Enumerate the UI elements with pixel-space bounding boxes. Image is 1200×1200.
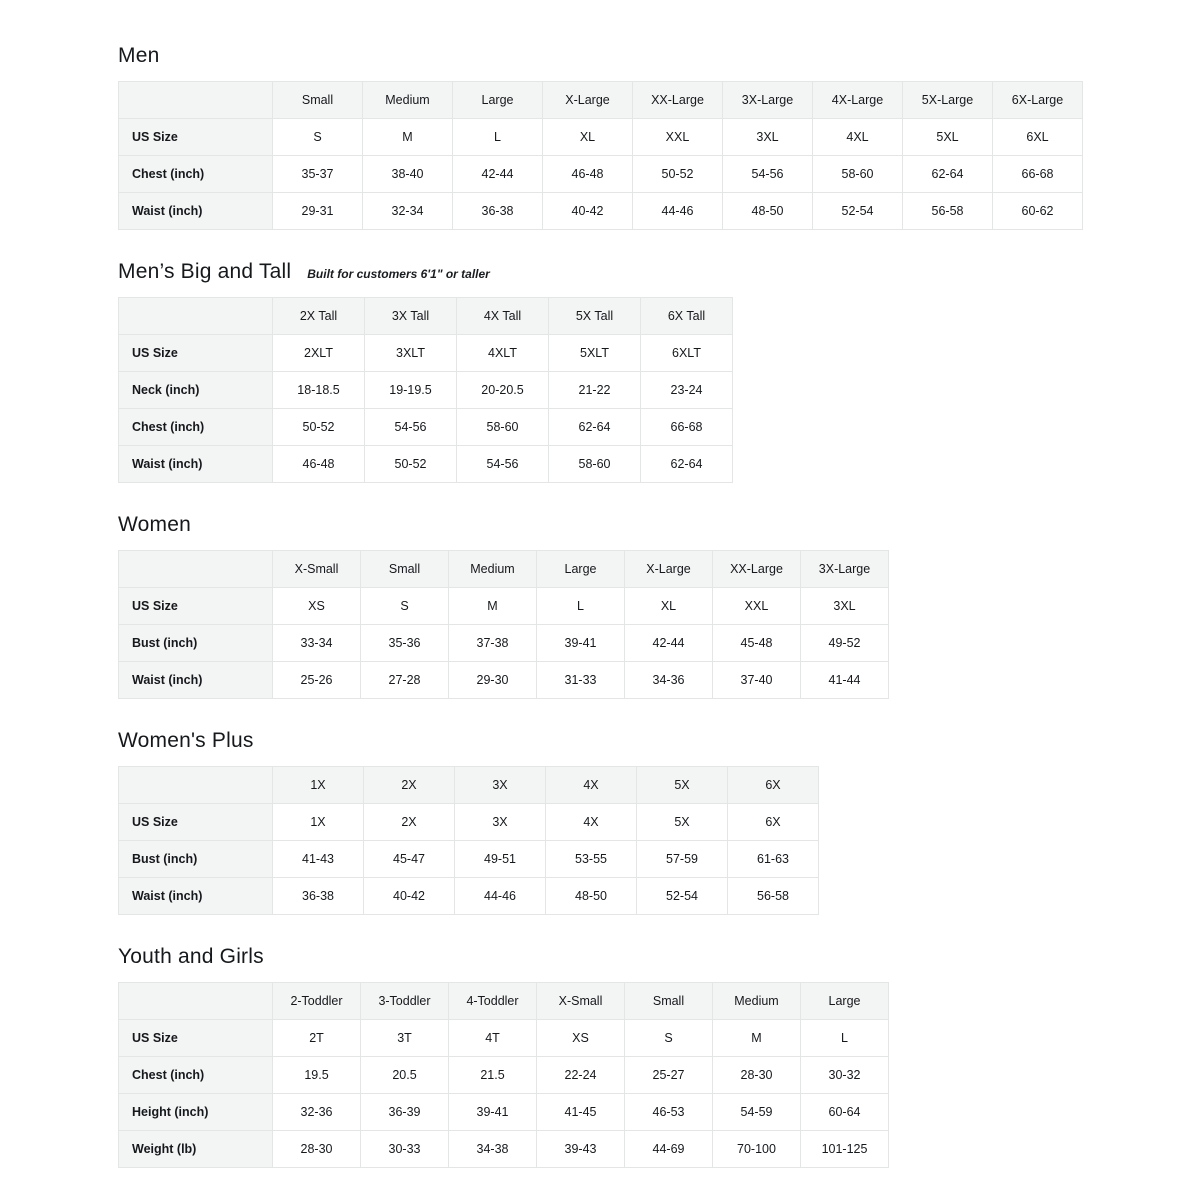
row-label: Neck (inch) xyxy=(119,372,273,409)
table-cell: 42-44 xyxy=(453,156,543,193)
column-header: 2-Toddler xyxy=(273,983,361,1020)
table-cell: 50-52 xyxy=(273,409,365,446)
table-cell: XS xyxy=(537,1020,625,1057)
table-cell: 36-39 xyxy=(361,1094,449,1131)
table-cell: 3T xyxy=(361,1020,449,1057)
table-cell: L xyxy=(453,119,543,156)
table-cell: 1X xyxy=(273,804,364,841)
table-cell: 62-64 xyxy=(903,156,993,193)
table-cell: 37-40 xyxy=(713,662,801,699)
table-cell: 27-28 xyxy=(361,662,449,699)
table-cell: 44-46 xyxy=(633,193,723,230)
row-label: US Size xyxy=(119,588,273,625)
column-header: Medium xyxy=(449,551,537,588)
table-cell: 46-53 xyxy=(625,1094,713,1131)
table-row xyxy=(119,156,1083,193)
size-chart-section xyxy=(118,260,1118,483)
table-cell: 48-50 xyxy=(723,193,813,230)
table-cell: 40-42 xyxy=(364,878,455,915)
row-label: Waist (inch) xyxy=(119,193,273,230)
section-title-row xyxy=(118,513,1118,537)
table-cell: 70-100 xyxy=(713,1131,801,1168)
table-cell: 48-50 xyxy=(546,878,637,915)
column-header: Small xyxy=(361,551,449,588)
table-cell: 28-30 xyxy=(273,1131,361,1168)
section-title: Men xyxy=(118,44,160,67)
table-cell: 34-36 xyxy=(625,662,713,699)
column-header: Medium xyxy=(363,82,453,119)
table-row xyxy=(119,588,889,625)
corner-cell xyxy=(119,767,273,804)
column-header: 3X xyxy=(455,767,546,804)
table-cell: 38-40 xyxy=(363,156,453,193)
table-cell: 41-44 xyxy=(801,662,889,699)
table-cell: M xyxy=(449,588,537,625)
table-cell: 19-19.5 xyxy=(365,372,457,409)
table-cell: XS xyxy=(273,588,361,625)
size-table xyxy=(118,550,889,699)
table-cell: 46-48 xyxy=(273,446,365,483)
corner-cell xyxy=(119,983,273,1020)
table-cell: XXL xyxy=(713,588,801,625)
row-label: Waist (inch) xyxy=(119,878,273,915)
size-chart-section xyxy=(118,513,1118,699)
size-chart-section xyxy=(118,729,1118,915)
corner-cell xyxy=(119,82,273,119)
section-title-row xyxy=(118,260,1118,284)
column-header: 6X xyxy=(728,767,819,804)
table-cell: 6XL xyxy=(993,119,1083,156)
table-cell: 3X xyxy=(455,804,546,841)
table-row xyxy=(119,1094,889,1131)
section-title-row xyxy=(118,729,1118,753)
table-cell: 30-32 xyxy=(801,1057,889,1094)
table-cell: 36-38 xyxy=(273,878,364,915)
table-cell: S xyxy=(273,119,363,156)
row-label: Waist (inch) xyxy=(119,662,273,699)
column-header: 6X Tall xyxy=(641,298,733,335)
table-cell: XL xyxy=(543,119,633,156)
table-cell: 20-20.5 xyxy=(457,372,549,409)
table-row xyxy=(119,409,733,446)
table-cell: 49-51 xyxy=(455,841,546,878)
table-row xyxy=(119,335,733,372)
row-label: Chest (inch) xyxy=(119,1057,273,1094)
table-cell: 5XLT xyxy=(549,335,641,372)
table-cell: 61-63 xyxy=(728,841,819,878)
table-cell: 2X xyxy=(364,804,455,841)
table-cell: 34-38 xyxy=(449,1131,537,1168)
size-table xyxy=(118,297,733,483)
column-header: XX-Large xyxy=(713,551,801,588)
table-cell: 41-43 xyxy=(273,841,364,878)
table-cell: 35-37 xyxy=(273,156,363,193)
column-header: 5X Tall xyxy=(549,298,641,335)
section-title-row xyxy=(118,945,1118,969)
table-cell: 32-36 xyxy=(273,1094,361,1131)
table-cell: 2T xyxy=(273,1020,361,1057)
column-header: 5X xyxy=(637,767,728,804)
size-chart-section xyxy=(118,945,1118,1168)
table-cell: 66-68 xyxy=(993,156,1083,193)
table-cell: 50-52 xyxy=(365,446,457,483)
section-title-row xyxy=(118,44,1118,68)
table-cell: 56-58 xyxy=(728,878,819,915)
table-cell: 29-31 xyxy=(273,193,363,230)
table-cell: 58-60 xyxy=(457,409,549,446)
section-title: Women's Plus xyxy=(118,729,254,752)
column-header: X-Small xyxy=(273,551,361,588)
table-cell: 39-41 xyxy=(449,1094,537,1131)
table-row xyxy=(119,446,733,483)
size-table xyxy=(118,766,819,915)
column-header: Small xyxy=(625,983,713,1020)
table-row xyxy=(119,804,819,841)
section-title: Men’s Big and Tall xyxy=(118,260,292,283)
column-header: 4X Tall xyxy=(457,298,549,335)
row-label: Chest (inch) xyxy=(119,409,273,446)
row-label: Chest (inch) xyxy=(119,156,273,193)
table-cell: 56-58 xyxy=(903,193,993,230)
column-header: 4-Toddler xyxy=(449,983,537,1020)
table-cell: 39-41 xyxy=(537,625,625,662)
table-cell: 4T xyxy=(449,1020,537,1057)
row-label: Bust (inch) xyxy=(119,625,273,662)
table-cell: 62-64 xyxy=(549,409,641,446)
table-row xyxy=(119,625,889,662)
table-cell: 2XLT xyxy=(273,335,365,372)
table-cell: 18-18.5 xyxy=(273,372,365,409)
column-header: X-Small xyxy=(537,983,625,1020)
size-table xyxy=(118,81,1083,230)
corner-cell xyxy=(119,298,273,335)
row-label: Waist (inch) xyxy=(119,446,273,483)
row-label: US Size xyxy=(119,1020,273,1057)
table-cell: 5X xyxy=(637,804,728,841)
table-cell: 33-34 xyxy=(273,625,361,662)
table-cell: 44-46 xyxy=(455,878,546,915)
table-cell: 37-38 xyxy=(449,625,537,662)
table-row xyxy=(119,1131,889,1168)
column-header: Large xyxy=(537,551,625,588)
table-cell: 42-44 xyxy=(625,625,713,662)
table-cell: 4XLT xyxy=(457,335,549,372)
section-title: Youth and Girls xyxy=(118,945,264,968)
table-cell: 52-54 xyxy=(637,878,728,915)
column-header: 3X Tall xyxy=(365,298,457,335)
table-row xyxy=(119,841,819,878)
table-cell: 52-54 xyxy=(813,193,903,230)
table-cell: 32-34 xyxy=(363,193,453,230)
table-cell: 45-48 xyxy=(713,625,801,662)
table-cell: 50-52 xyxy=(633,156,723,193)
column-header: 4X xyxy=(546,767,637,804)
table-cell: 20.5 xyxy=(361,1057,449,1094)
table-cell: 54-56 xyxy=(723,156,813,193)
column-header: 3X-Large xyxy=(723,82,813,119)
table-cell: 54-56 xyxy=(365,409,457,446)
table-cell: 25-26 xyxy=(273,662,361,699)
column-header: 6X-Large xyxy=(993,82,1083,119)
table-header-row xyxy=(119,298,733,335)
table-cell: S xyxy=(625,1020,713,1057)
table-cell: 54-56 xyxy=(457,446,549,483)
column-header: 2X xyxy=(364,767,455,804)
table-cell: 53-55 xyxy=(546,841,637,878)
table-cell: 6XLT xyxy=(641,335,733,372)
corner-cell xyxy=(119,551,273,588)
table-cell: 66-68 xyxy=(641,409,733,446)
table-cell: 4X xyxy=(546,804,637,841)
table-cell: M xyxy=(363,119,453,156)
section-subtitle: Built for customers 6'1" or taller xyxy=(307,267,490,281)
column-header: Small xyxy=(273,82,363,119)
table-cell: L xyxy=(537,588,625,625)
table-cell: 58-60 xyxy=(549,446,641,483)
table-cell: 60-62 xyxy=(993,193,1083,230)
table-cell: 22-24 xyxy=(537,1057,625,1094)
column-header: Large xyxy=(453,82,543,119)
table-cell: 3XL xyxy=(723,119,813,156)
table-cell: 44-69 xyxy=(625,1131,713,1168)
size-chart-section xyxy=(118,44,1118,230)
table-header-row xyxy=(119,82,1083,119)
column-header: XX-Large xyxy=(633,82,723,119)
table-header-row xyxy=(119,767,819,804)
table-cell: 3XL xyxy=(801,588,889,625)
column-header: Medium xyxy=(713,983,801,1020)
column-header: 3X-Large xyxy=(801,551,889,588)
table-row xyxy=(119,193,1083,230)
table-cell: 60-64 xyxy=(801,1094,889,1131)
table-cell: 29-30 xyxy=(449,662,537,699)
table-cell: L xyxy=(801,1020,889,1057)
table-row xyxy=(119,1057,889,1094)
column-header: 1X xyxy=(273,767,364,804)
column-header: X-Large xyxy=(625,551,713,588)
table-cell: 45-47 xyxy=(364,841,455,878)
table-cell: 40-42 xyxy=(543,193,633,230)
table-row xyxy=(119,662,889,699)
table-header-row xyxy=(119,551,889,588)
column-header: Large xyxy=(801,983,889,1020)
column-header: X-Large xyxy=(543,82,633,119)
section-title: Women xyxy=(118,513,191,536)
table-row xyxy=(119,1020,889,1057)
row-label: Bust (inch) xyxy=(119,841,273,878)
table-cell: 28-30 xyxy=(713,1057,801,1094)
row-label: Weight (lb) xyxy=(119,1131,273,1168)
table-cell: 3XLT xyxy=(365,335,457,372)
table-cell: 35-36 xyxy=(361,625,449,662)
table-cell: XL xyxy=(625,588,713,625)
table-cell: 41-45 xyxy=(537,1094,625,1131)
table-cell: XXL xyxy=(633,119,723,156)
table-cell: 31-33 xyxy=(537,662,625,699)
table-cell: 58-60 xyxy=(813,156,903,193)
table-cell: 5XL xyxy=(903,119,993,156)
table-cell: 49-52 xyxy=(801,625,889,662)
column-header: 5X-Large xyxy=(903,82,993,119)
table-cell: 19.5 xyxy=(273,1057,361,1094)
table-cell: 6X xyxy=(728,804,819,841)
row-label: US Size xyxy=(119,119,273,156)
table-cell: 36-38 xyxy=(453,193,543,230)
table-row xyxy=(119,372,733,409)
table-cell: 25-27 xyxy=(625,1057,713,1094)
table-cell: 39-43 xyxy=(537,1131,625,1168)
size-charts xyxy=(118,44,1118,1198)
table-cell: 21.5 xyxy=(449,1057,537,1094)
table-cell: 101-125 xyxy=(801,1131,889,1168)
table-row xyxy=(119,878,819,915)
table-cell: 57-59 xyxy=(637,841,728,878)
column-header: 3-Toddler xyxy=(361,983,449,1020)
table-cell: S xyxy=(361,588,449,625)
row-label: Height (inch) xyxy=(119,1094,273,1131)
table-header-row xyxy=(119,983,889,1020)
table-cell: 54-59 xyxy=(713,1094,801,1131)
column-header: 4X-Large xyxy=(813,82,903,119)
row-label: US Size xyxy=(119,804,273,841)
column-header: 2X Tall xyxy=(273,298,365,335)
table-cell: 62-64 xyxy=(641,446,733,483)
size-table xyxy=(118,982,889,1168)
table-cell: 46-48 xyxy=(543,156,633,193)
row-label: US Size xyxy=(119,335,273,372)
table-cell: M xyxy=(713,1020,801,1057)
table-row xyxy=(119,119,1083,156)
table-cell: 21-22 xyxy=(549,372,641,409)
table-cell: 4XL xyxy=(813,119,903,156)
table-cell: 30-33 xyxy=(361,1131,449,1168)
table-cell: 23-24 xyxy=(641,372,733,409)
